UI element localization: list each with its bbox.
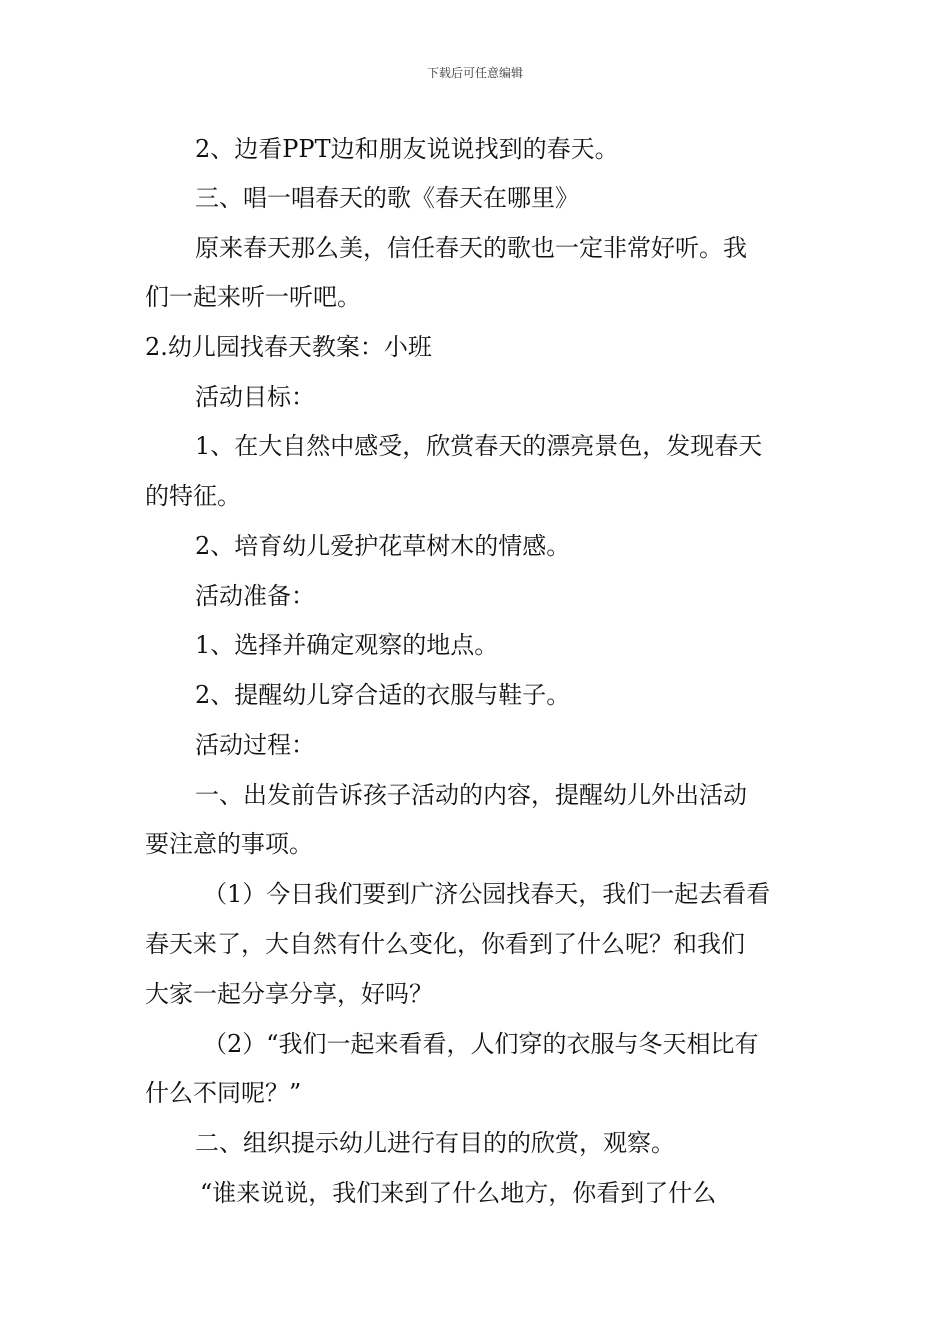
paragraph-line: 1、选择并确定观察的地点。 xyxy=(195,631,499,659)
section-heading: 活动目标： xyxy=(195,383,315,411)
section-heading: 三、唱一唱春天的歌《春天在哪里》 xyxy=(195,184,579,212)
paragraph-line: 要注意的事项。 xyxy=(145,830,313,858)
paragraph-line: （1）今日我们要到广济公园找春天，我们一起去看看 xyxy=(203,880,771,908)
paragraph-line: 春天来了，大自然有什么变化，你看到了什么呢？和我们 xyxy=(145,930,745,958)
section-heading: 活动过程： xyxy=(195,731,315,759)
paragraph-line: 2、提醒幼儿穿合适的衣服与鞋子。 xyxy=(195,681,571,709)
paragraph-line: 一、出发前告诉孩子活动的内容，提醒幼儿外出活动 xyxy=(195,781,747,809)
paragraph-line: 大家一起分享分享，好吗？ xyxy=(145,980,433,1008)
paragraph-line: 的特征。 xyxy=(145,482,241,510)
paragraph-line: “谁来说说，我们来到了什么地方，你看到了什么 xyxy=(200,1179,717,1207)
paragraph-line: 原来春天那么美，信任春天的歌也一定非常好听。我 xyxy=(195,234,747,262)
document-title: 2.幼儿园找春天教案：小班 xyxy=(145,333,432,361)
paragraph-line: （2）“我们一起来看看，人们穿的衣服与冬天相比有 xyxy=(203,1030,759,1058)
paragraph-line: 什么不同呢？” xyxy=(145,1079,302,1107)
paragraph-line: 2、边看PPT边和朋友说说找到的春天。 xyxy=(195,135,619,163)
paragraph-line: 二、组织提示幼儿进行有目的的欣赏，观察。 xyxy=(195,1129,675,1157)
page-header: 下载后可任意编辑 xyxy=(426,66,523,80)
paragraph-line: 2、培育幼儿爱护花草树木的情感。 xyxy=(195,532,571,560)
paragraph-line: 们一起来听一听吧。 xyxy=(145,283,361,311)
paragraph-line: 1、在大自然中感受，欣赏春天的漂亮景色，发现春天 xyxy=(195,432,763,460)
section-heading: 活动准备： xyxy=(195,582,315,610)
